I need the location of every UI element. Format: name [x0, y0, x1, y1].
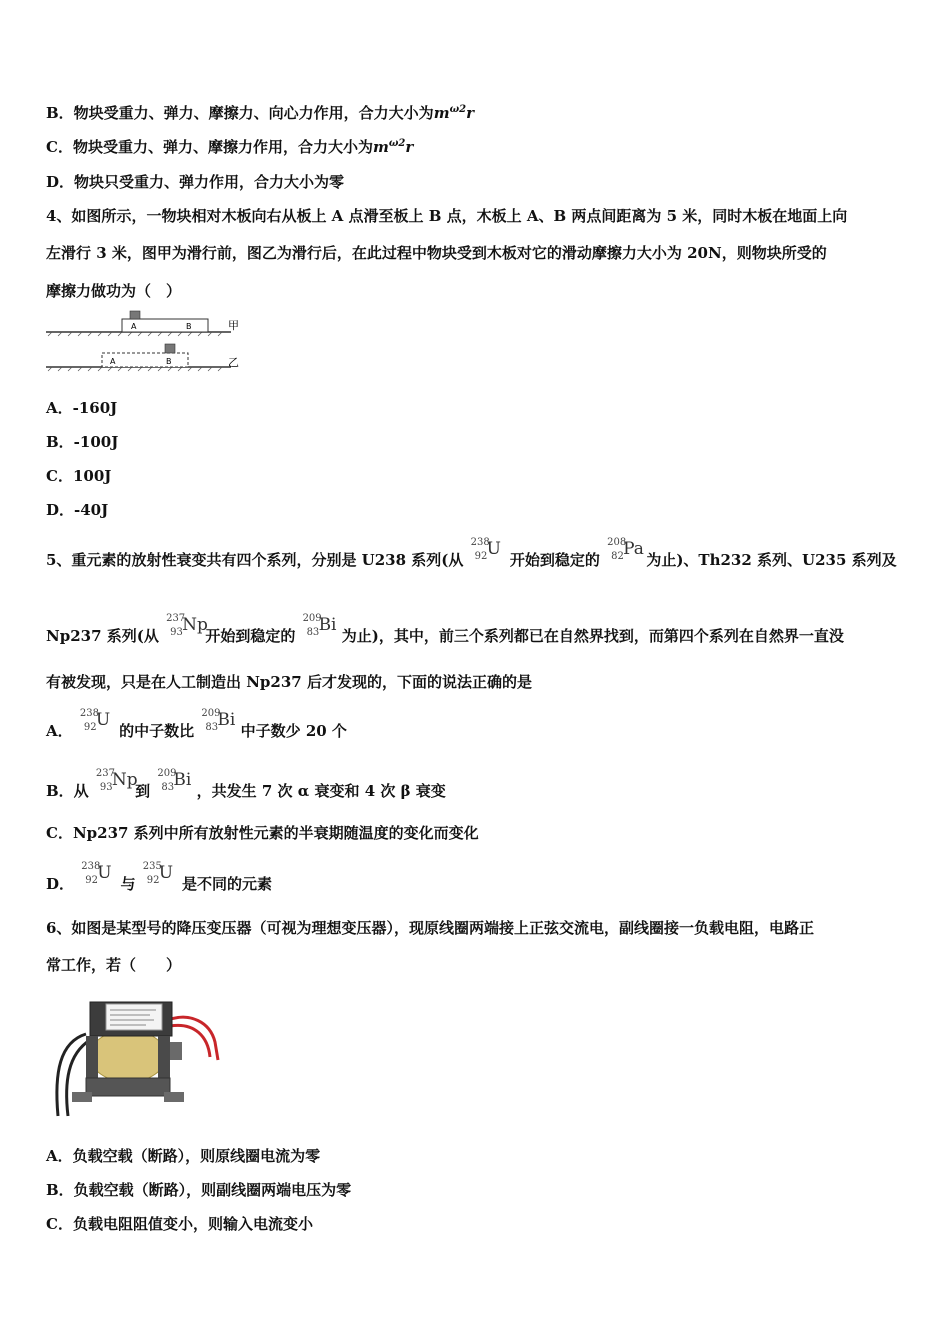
label-yi: 乙 — [228, 356, 239, 369]
isotope-pa208: 208 82 Pa — [607, 537, 644, 562]
block-yi — [165, 344, 175, 353]
label-b-yi: B — [166, 357, 172, 366]
isotope-u235: 235 92 U — [142, 861, 174, 886]
q3-option-d: D．物块只受重力、弹力作用，合力大小为零 — [46, 173, 345, 191]
isotope-bi209: 209 83 Bi — [201, 708, 236, 733]
isotope-u238: 238 92 U — [81, 861, 112, 886]
isotope-bi209: 209 83 Bi — [302, 613, 337, 638]
q4-stem-line1: 4、如图所示，一物块相对木板向右从板上 A 点滑至板上 B 点，木板上 A、B 两点间距离为 5 米，同时木板在地面上向 — [46, 207, 848, 225]
q5-stem-line2: Np237 系列(从 237 93 Np 开始到稳定的 209 83 Bi 为止)，其中，前三个系列都已在自然界找到，而第四个系列在自然界一直没 — [46, 613, 844, 645]
q4-option-c: C．100J — [46, 467, 112, 485]
q5-stem-line3: 有被发现，只是在人工制造出 Np237 后才发现的，下面的说法正确的是 — [46, 673, 532, 691]
isotope-u238: 238 92 U — [470, 537, 501, 562]
q5-stem-line1: 5、重元素的放射性衰变共有四个系列，分别是 U238 系列(从 238 92 U 开始到稳定的 208 82 Pa 为止)、Th232 系列、U235 系列及 — [46, 537, 897, 569]
q4-figure — [46, 308, 246, 374]
label-a-jia: A — [131, 322, 137, 331]
q3-option-c-formula: $m^{\omega 2}r$ — [372, 138, 414, 156]
isotope-np237: 237 93 Np — [166, 613, 208, 638]
q6-stem-line1: 6、如图是某型号的降压变压器（可视为理想变压器），现原线圈两端接上正弦交流电，副线圈接一负载电阻，电路正 — [46, 919, 814, 937]
q3-option-c — [46, 136, 413, 157]
label-b-jia: B — [186, 322, 192, 331]
transformer-photo — [50, 982, 222, 1122]
q4-stem-line3: 摩擦力做功为（ ） — [46, 282, 182, 300]
q3-option-b-text: B．物块受重力、弹力、摩擦力、向心力作用，合力大小为 — [46, 104, 434, 122]
isotope-u238: 238 92 U — [79, 708, 111, 733]
q3-option-b — [46, 102, 474, 123]
q3-option-b-formula: $m^{\omega 2}r$ — [433, 104, 474, 122]
q4-stem-line2: 左滑行 3 米，图甲为滑行前，图乙为滑行后，在此过程中物块受到木板对它的滑动摩擦力大小为 20N，则物块所受的 — [46, 244, 827, 262]
label-a-yi: A — [110, 357, 116, 366]
q5-option-c: C．Np237 系列中所有放射性元素的半衰期随温度的变化而变化 — [46, 824, 479, 842]
q6-option-c: C．负载电阻阻值变小，则输入电流变小 — [46, 1215, 313, 1233]
q4-option-d: D．-40J — [46, 501, 109, 519]
q5-option-a: A． 238 92 U 的中子数比 209 83 Bi 中子数少 20 个 — [46, 708, 347, 740]
isotope-bi209: 209 83 Bi — [157, 768, 192, 793]
label-jia: 甲 — [228, 319, 239, 332]
q6-option-a: A．负载空载（断路），则原线圈电流为零 — [46, 1147, 321, 1165]
isotope-np237: 237 93 Np — [95, 768, 138, 793]
q6-stem-line2: 常工作，若（ ） — [46, 956, 182, 974]
block-jia — [130, 311, 140, 319]
q5-option-b: B．从 237 93 Np 到 209 83 Bi ，共发生 7 次 α 衰变和 4 次 β 衰变 — [46, 768, 446, 800]
q4-option-a: A．-160J — [46, 399, 118, 417]
q3-option-c-text: C．物块受重力、弹力、摩擦力作用，合力大小为 — [46, 138, 373, 156]
q5-option-d: D． 238 92 U 与 235 92 U 是不同的元素 — [46, 861, 272, 893]
q6-option-b: B．负载空载（断路），则副线圈两端电压为零 — [46, 1181, 352, 1199]
q4-option-b: B．-100J — [46, 433, 119, 451]
